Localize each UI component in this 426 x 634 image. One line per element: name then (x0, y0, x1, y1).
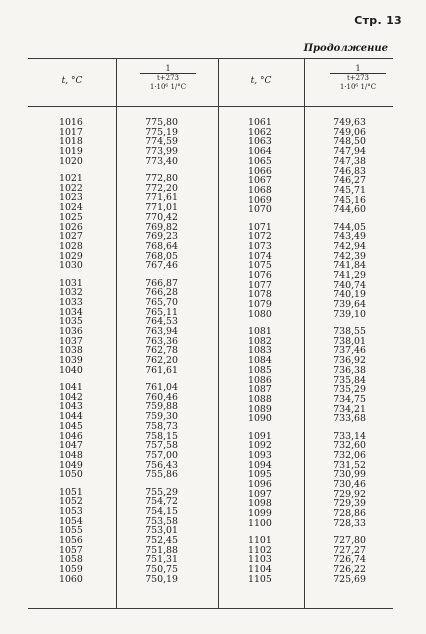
table-cell-value: 745,16 (333, 194, 366, 206)
table-cell-t: 1017 (59, 126, 83, 138)
continuation-label: Продолжение (303, 43, 388, 54)
table-cell-t: 1074 (248, 250, 272, 262)
table-cell-t: 1054 (59, 515, 83, 527)
table-cell-t: 1060 (59, 573, 83, 585)
table-cell-value: 757,00 (145, 449, 178, 461)
table-cell-value: 759,30 (145, 411, 178, 423)
table-cell-value: 750,75 (145, 564, 178, 576)
column-divider (304, 58, 305, 608)
table-cell-value: 736,92 (333, 355, 366, 367)
table-cell-t: 1084 (248, 355, 272, 367)
table-cell-value: 740,74 (333, 279, 366, 291)
table-cell-value: 757,58 (145, 440, 178, 452)
table-cell-value: 775,80 (145, 117, 178, 128)
table-cell-value: 741,29 (333, 270, 366, 281)
table-cell-t: 1094 (248, 459, 272, 471)
table-cell-t: 1071 (248, 221, 272, 233)
table-cell-t: 1023 (59, 192, 83, 204)
table-cell-value: 727,27 (333, 544, 366, 556)
table-cell-t: 1032 (59, 287, 83, 299)
table-cell-t: 1075 (248, 260, 272, 272)
table-cell-value: 765,70 (145, 296, 178, 308)
table-cell-value: 766,28 (145, 287, 178, 299)
table-cell-t: 1102 (248, 544, 272, 556)
table-cell-value: 741,84 (333, 260, 366, 272)
table-cell-value: 763,94 (145, 326, 178, 337)
table-cell-value: 772,20 (145, 182, 178, 194)
table-cell-value: 763,36 (145, 335, 178, 347)
table-cell-value: 736,38 (333, 364, 366, 376)
page-number: Стр. 13 (354, 14, 402, 27)
table-cell-t: 1101 (248, 535, 272, 546)
table-bottom-rule (28, 608, 393, 609)
table-cell-t: 1091 (248, 430, 272, 442)
table-cell-t: 1076 (248, 270, 272, 281)
table-cell-t: 1073 (248, 240, 272, 252)
table-cell-t: 1086 (248, 374, 272, 386)
table-cell-value: 748,50 (333, 136, 366, 148)
data-table (28, 58, 393, 608)
table-cell-value: 768,64 (145, 240, 178, 252)
table-cell-t: 1036 (59, 326, 83, 337)
table-cell-t: 1087 (248, 384, 272, 396)
table-cell-value: 738,55 (333, 326, 366, 337)
table-cell-value: 734,21 (333, 403, 366, 415)
table-cell-value: 767,46 (145, 260, 178, 272)
table-cell-t: 1035 (59, 316, 83, 328)
table-cell-value: 755,29 (145, 486, 178, 498)
table-cell-value: 734,75 (333, 393, 366, 405)
table-cell-value: 747,38 (333, 155, 366, 167)
table-cell-t: 1055 (59, 525, 83, 537)
table-cell-value: 744,60 (333, 204, 366, 216)
table-cell-value: 771,61 (145, 192, 178, 204)
table-cell-t: 1044 (59, 411, 83, 423)
table-cell-t: 1024 (59, 202, 83, 214)
table-cell-value: 769,23 (145, 231, 178, 243)
table-cell-t: 1067 (248, 175, 272, 187)
table-cell-t: 1026 (59, 221, 83, 233)
table-cell-t: 1050 (59, 469, 83, 481)
table-cell-value: 745,71 (333, 184, 366, 196)
table-cell-t: 1030 (59, 260, 83, 272)
table-cell-t: 1062 (248, 126, 272, 138)
table-cell-value: 771,01 (145, 202, 178, 214)
table-cell-value: 735,29 (333, 384, 366, 396)
table-cell-t: 1047 (59, 440, 83, 452)
table-cell-value: 742,39 (333, 250, 366, 262)
table-cell-t: 1053 (59, 505, 83, 517)
table-cell-value: 755,86 (145, 469, 178, 481)
table-cell-t: 1033 (59, 296, 83, 308)
table-cell-value: 728,86 (333, 508, 366, 520)
table-cell-value: 739,10 (333, 308, 366, 320)
table-cell-t: 1097 (248, 488, 272, 500)
table-cell-t: 1046 (59, 430, 83, 442)
table-cell-t: 1034 (59, 306, 83, 318)
column-divider (218, 58, 219, 608)
table-cell-value: 730,46 (333, 479, 366, 490)
table-cell-t: 1049 (59, 459, 83, 471)
table-cell-value: 775,19 (145, 126, 178, 138)
table-cell-value: 758,15 (145, 430, 178, 442)
table-cell-t: 1088 (248, 393, 272, 405)
table-cell-value: 758,73 (145, 420, 178, 432)
table-cell-value: 735,84 (333, 374, 366, 386)
table-cell-value: 761,61 (145, 364, 178, 376)
table-cell-t: 1095 (248, 469, 272, 481)
header-fraction-right: 1 t+273 1·10⁶ 1/°C (330, 64, 386, 92)
table-cell-value: 768,05 (145, 250, 178, 262)
header-t-right: t, °C (250, 76, 272, 86)
table-cell-t: 1039 (59, 355, 83, 367)
table-cell-value: 753,01 (145, 525, 178, 537)
table-cell-value: 749,63 (333, 117, 366, 128)
table-cell-value: 732,60 (333, 440, 366, 452)
table-cell-t: 1020 (59, 155, 83, 167)
table-top-rule (28, 58, 393, 59)
table-cell-t: 1051 (59, 486, 83, 498)
table-cell-t: 1099 (248, 508, 272, 520)
table-cell-t: 1098 (248, 498, 272, 510)
table-cell-t: 1043 (59, 401, 83, 413)
table-cell-t: 1038 (59, 345, 83, 357)
table-cell-t: 1093 (248, 449, 272, 461)
table-cell-value: 729,92 (333, 488, 366, 500)
table-cell-t: 1079 (248, 299, 272, 311)
table-cell-value: 765,11 (145, 306, 178, 318)
table-cell-value: 731,52 (333, 459, 366, 471)
table-cell-t: 1042 (59, 391, 83, 403)
table-cell-value: 772,80 (145, 173, 178, 184)
table-cell-t: 1082 (248, 335, 272, 347)
table-cell-t: 1025 (59, 211, 83, 223)
table-cell-t: 1063 (248, 136, 272, 148)
table-cell-t: 1029 (59, 250, 83, 262)
table-cell-value: 769,82 (145, 221, 178, 233)
table-cell-t: 1083 (248, 345, 272, 357)
table-cell-value: 751,31 (145, 554, 178, 566)
table-cell-value: 728,33 (333, 517, 366, 529)
table-cell-value: 759,88 (145, 401, 178, 413)
table-cell-t: 1065 (248, 155, 272, 167)
table-cell-value: 774,59 (145, 136, 178, 148)
table-cell-t: 1041 (59, 382, 83, 393)
table-cell-value: 746,27 (333, 175, 366, 187)
table-cell-value: 760,46 (145, 391, 178, 403)
table-cell-value: 762,78 (145, 345, 178, 357)
table-cell-value: 743,49 (333, 231, 366, 243)
table-cell-value: 761,04 (145, 382, 178, 393)
table-cell-t: 1056 (59, 535, 83, 546)
table-cell-t: 1096 (248, 479, 272, 490)
table-cell-value: 762,20 (145, 355, 178, 367)
table-cell-t: 1069 (248, 194, 272, 206)
table-cell-t: 1080 (248, 308, 272, 320)
table-cell-t: 1018 (59, 136, 83, 148)
table-cell-t: 1045 (59, 420, 83, 432)
table-header-rule (28, 106, 393, 107)
table-cell-value: 742,94 (333, 240, 366, 252)
table-cell-value: 749,06 (333, 126, 366, 138)
table-cell-t: 1021 (59, 173, 83, 184)
table-cell-t: 1078 (248, 289, 272, 301)
table-cell-t: 1092 (248, 440, 272, 452)
table-cell-t: 1100 (248, 517, 272, 529)
table-cell-value: 730,99 (333, 469, 366, 481)
table-cell-value: 766,87 (145, 277, 178, 289)
table-cell-value: 751,88 (145, 544, 178, 556)
table-cell-t: 1052 (59, 496, 83, 508)
table-cell-t: 1070 (248, 204, 272, 216)
table-cell-t: 1077 (248, 279, 272, 291)
table-cell-value: 732,06 (333, 449, 366, 461)
table-cell-t: 1068 (248, 184, 272, 196)
table-cell-t: 1105 (248, 573, 272, 585)
table-cell-value: 770,42 (145, 211, 178, 223)
table-cell-t: 1040 (59, 364, 83, 376)
table-cell-value: 754,72 (145, 496, 178, 508)
table-cell-value: 750,19 (145, 573, 178, 585)
table-cell-value: 752,45 (145, 535, 178, 546)
table-cell-t: 1027 (59, 231, 83, 243)
table-cell-t: 1037 (59, 335, 83, 347)
table-cell-t: 1031 (59, 277, 83, 289)
table-cell-value: 726,22 (333, 564, 366, 576)
table-cell-value: 729,39 (333, 498, 366, 510)
table-cell-value: 773,99 (145, 146, 178, 158)
table-cell-t: 1016 (59, 117, 83, 128)
table-cell-t: 1085 (248, 364, 272, 376)
table-cell-t: 1028 (59, 240, 83, 252)
table-cell-t: 1048 (59, 449, 83, 461)
table-cell-t: 1022 (59, 182, 83, 194)
table-cell-t: 1061 (248, 117, 272, 128)
column-divider (116, 58, 117, 608)
table-cell-value: 754,15 (145, 505, 178, 517)
table-cell-value: 740,19 (333, 289, 366, 301)
table-cell-t: 1019 (59, 146, 83, 158)
table-cell-value: 756,43 (145, 459, 178, 471)
header-t-left: t, °C (61, 76, 83, 86)
table-cell-t: 1089 (248, 403, 272, 415)
table-cell-t: 1104 (248, 564, 272, 576)
table-cell-t: 1057 (59, 544, 83, 556)
table-cell-value: 733,14 (333, 430, 366, 442)
header-fraction-left: 1 t+273 1·10⁶ 1/°C (140, 64, 196, 92)
table-cell-t: 1081 (248, 326, 272, 337)
table-cell-t: 1090 (248, 413, 272, 425)
table-cell-value: 744,05 (333, 221, 366, 233)
table-cell-value: 738,01 (333, 335, 366, 347)
table-cell-value: 739,64 (333, 299, 366, 311)
table-cell-value: 773,40 (145, 155, 178, 167)
table-cell-value: 753,58 (145, 515, 178, 527)
table-cell-t: 1064 (248, 146, 272, 158)
table-cell-value: 764,53 (145, 316, 178, 328)
table-cell-value: 727,80 (333, 535, 366, 546)
table-cell-value: 725,69 (333, 573, 366, 585)
table-cell-value: 726,74 (333, 554, 366, 566)
table-cell-value: 747,94 (333, 146, 366, 158)
table-cell-t: 1066 (248, 165, 272, 177)
table-cell-t: 1072 (248, 231, 272, 243)
table-cell-t: 1058 (59, 554, 83, 566)
table-cell-value: 733,68 (333, 413, 366, 425)
table-cell-t: 1059 (59, 564, 83, 576)
table-cell-value: 746,83 (333, 165, 366, 177)
table-cell-value: 737,46 (333, 345, 366, 357)
table-cell-t: 1103 (248, 554, 272, 566)
